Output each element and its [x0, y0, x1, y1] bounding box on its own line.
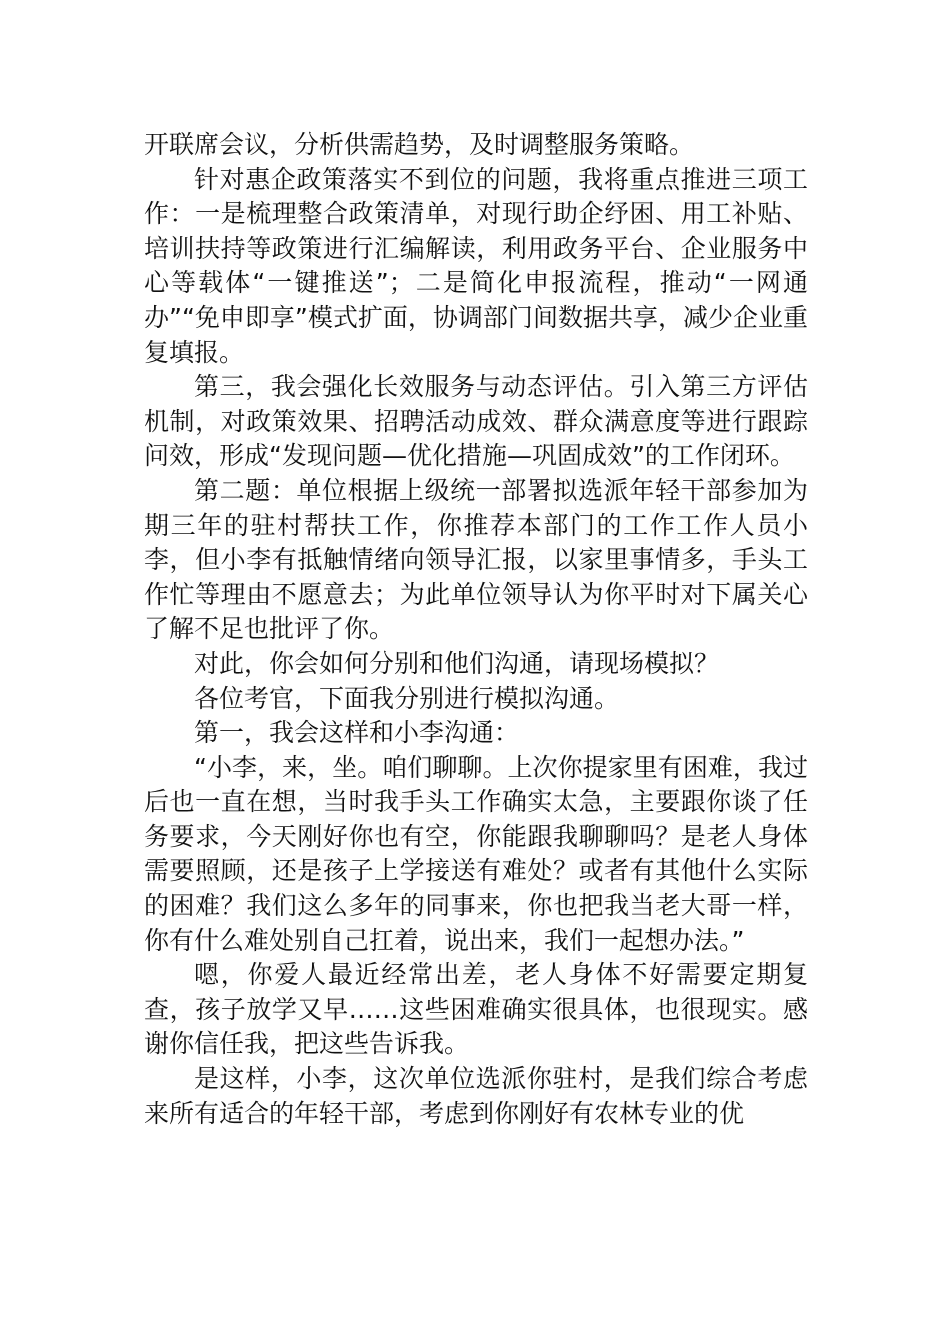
- paragraph-response: 嗯，你爱人最近经常出差，老人身体不好需要定期复查，孩子放学又早……这些困难确实很具体，也很现实。感谢你信任我，把这些告诉我。: [144, 960, 808, 1059]
- document-body: [144, 128, 808, 1131]
- paragraph-explanation: 是这样，小李，这次单位选派你驻村，是我们综合考虑来所有适合的年轻干部，考虑到你刚好有农林专业的优: [144, 1064, 808, 1128]
- paragraph-policy-implementation: 针对惠企政策落实不到位的问题，我将重点推进三项工作：一是梳理整合政策清单，对现行助企纾困、用工补贴、培训扶持等政策进行汇编解读，利用政务平台、企业服务中心等载体“一键推送”；二是简化申报流程，推动“一网通办”“免申即享”模式扩面，协调部门间数据共享，减少企业重复填报。: [144, 164, 808, 367]
- paragraph-dialogue-xiaoli: “小李，来，坐。咱们聊聊。上次你提家里有困难，我过后也一直在想，当时我手头工作确实太急，主要跟你谈了任务要求，今天刚好你也有空，你能跟我聊聊吗？是老人身体需要照顾，还是孩子上学接送有难处？或者有其他什么实际的困难？我们这么多年的同事来，你也把我当老大哥一样，你有什么难处别自己扛着，说出来，我们一起想办法。”: [144, 752, 808, 955]
- paragraph-opening: 各位考官，下面我分别进行模拟沟通。: [194, 683, 620, 713]
- paragraph-question-prompt: 对此，你会如何分别和他们沟通，请现场模拟？: [194, 648, 720, 678]
- paragraph-continuation: 开联席会议，分析供需趋势，及时调整服务策略。: [144, 130, 695, 159]
- paragraph-question-two: 第二题：单位根据上级统一部署拟选派年轻干部参加为期三年的驻村帮扶工作，你推荐本部门的工作工作人员小李，但小李有抵触情绪向领导汇报，以家里事情多，手头工作忙等理由不愿意去；为此单位领导认为你平时对下属关心了解不足也批评了你。: [144, 475, 808, 644]
- paragraph-first-point: 第一，我会这样和小李沟通：: [194, 718, 520, 748]
- paragraph-third-point: 第三，我会强化长效服务与动态评估。引入第三方评估机制，对政策效果、招聘活动成效、群众满意度等进行跟踪问效，形成“发现问题—优化措施—巩固成效”的工作闭环。: [144, 372, 808, 471]
